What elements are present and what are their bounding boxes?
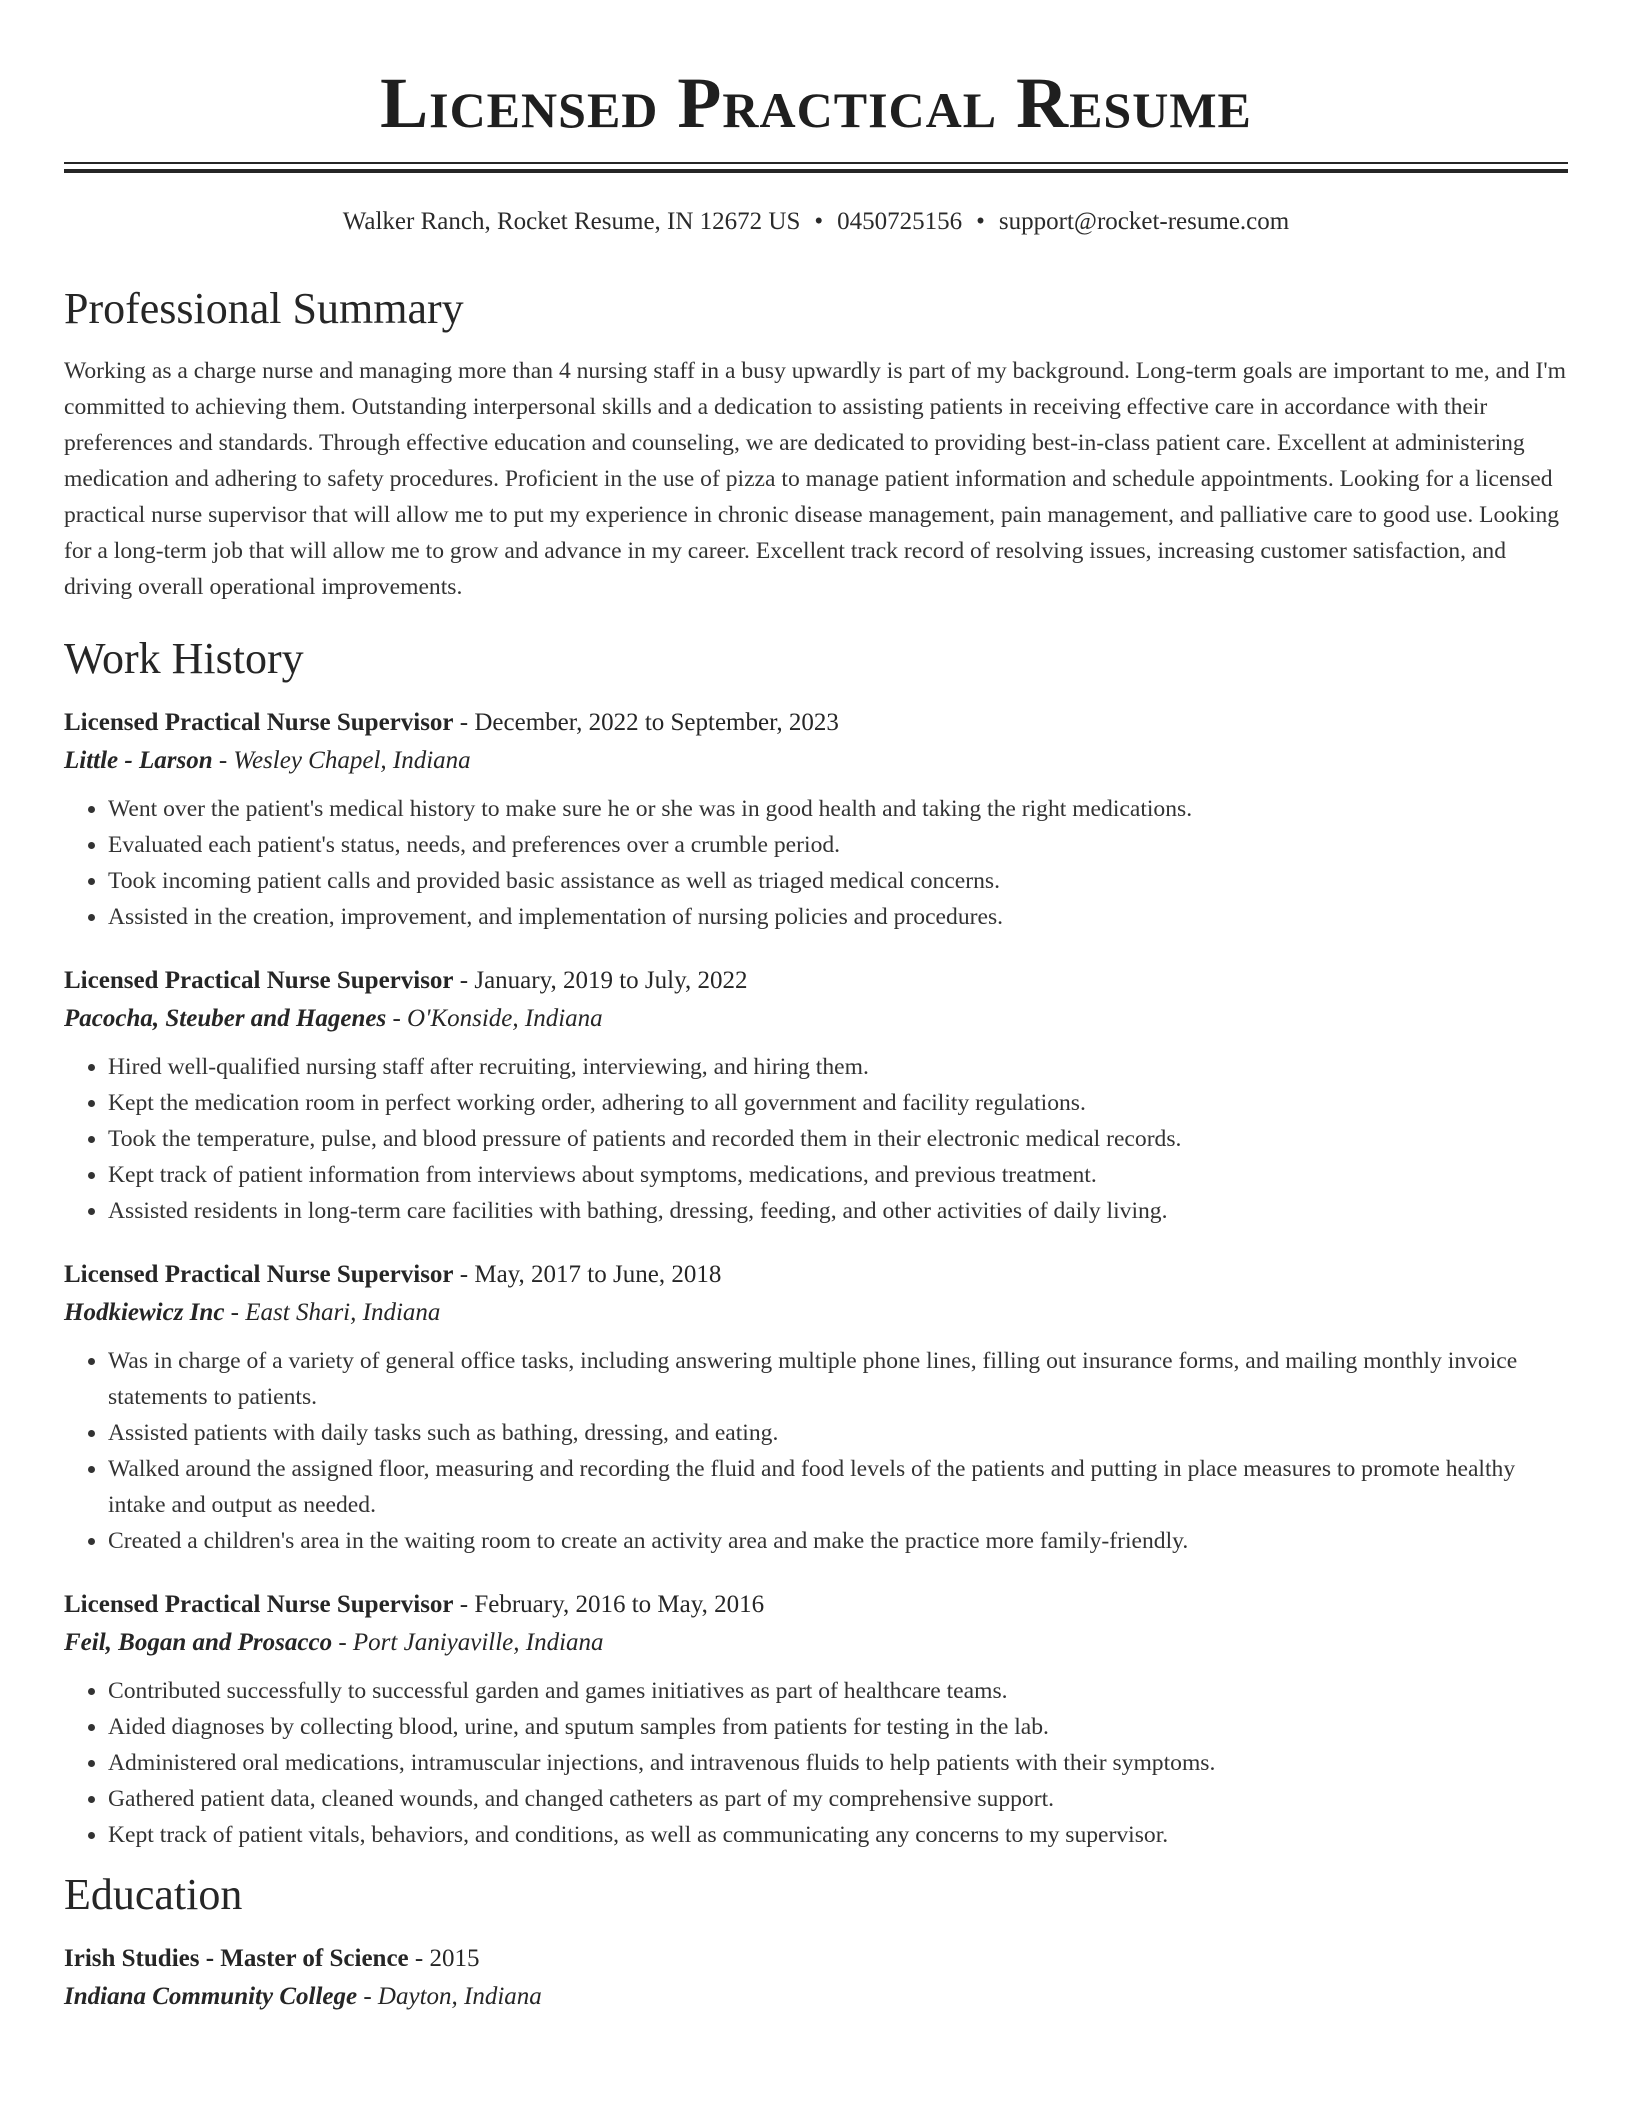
contact-line: [64, 205, 1568, 239]
resume-title: Licensed Practical Resume: [380, 63, 1252, 143]
contact-email: support@rocket-resume.com: [998, 208, 1290, 235]
list-item: • Aided diagnoses by collecting blood, urine, and sputum samples from patients for testing in the lab.: [108, 1709, 1568, 1745]
job-company-line: [64, 999, 1568, 1039]
job-title-line: [64, 1587, 1568, 1623]
job-role: Licensed Practical Nurse Supervisor: [64, 1261, 454, 1288]
education-entry: [64, 1941, 1568, 2017]
job-entry: [64, 963, 1568, 1229]
job-title-line: [64, 1257, 1568, 1293]
list-item: • Kept track of patient vitals, behaviors, and conditions, as well as communicating any concerns to my supervisor.: [108, 1817, 1568, 1853]
list-item: • Took incoming patient calls and provided basic assistance as well as triaged medical concerns.: [108, 863, 1568, 899]
job-title-line: [64, 963, 1568, 999]
contact-separator: •: [976, 208, 985, 235]
job-company: Hodkiewicz Inc: [64, 1299, 225, 1326]
job-duties-list: [64, 1049, 1568, 1229]
list-item: • Walked around the assigned floor, measuring and recording the fluid and food levels of the patients and putting in place measures to promote healthy intake and output as needed.: [108, 1451, 1568, 1523]
list-item: • Took the temperature, pulse, and blood pressure of patients and recorded them in their electronic medical records.: [108, 1121, 1568, 1157]
work-history-heading: Work History: [64, 634, 304, 683]
list-item: • Gathered patient data, cleaned wounds, and changed catheters as part of my comprehensive support.: [108, 1781, 1568, 1817]
job-location: - O'Konside, Indiana: [386, 1005, 603, 1032]
job-company: Feil, Bogan and Prosacco: [64, 1629, 333, 1656]
job-duties-list: [64, 1673, 1568, 1853]
job-dates: - February, 2016 to May, 2016: [453, 1591, 765, 1618]
job-dates: - January, 2019 to July, 2022: [453, 967, 748, 994]
job-dates: - May, 2017 to June, 2018: [453, 1261, 722, 1288]
title-double-rule: [64, 162, 1568, 173]
job-duties-list: [64, 1343, 1568, 1559]
job-role: Licensed Practical Nurse Supervisor: [64, 709, 454, 736]
contact-phone: 0450725156: [837, 208, 963, 235]
job-entry: [64, 1257, 1568, 1559]
job-dates: - December, 2022 to September, 2023: [453, 709, 839, 736]
contact-separator: •: [814, 208, 824, 235]
summary-text: Working as a charge nurse and managing more than 4 nursing staff in a busy upwardly is part of my background. Long-term goals are important to me, and I'm committed to achieving them. Outstanding interpersonal skills and a dedication to assisting patients in receiving effective care in accordance with their preferences and standards. Through effective education and counseling, we are dedicated to providing best-in-class patient care. Excellent at administering medication and adhering to safety procedures. Proficient in the use of pizza to manage patient information and schedule appointments. Looking for a licensed practical nurse supervisor that will allow me to put my experience in chronic disease management, pain management, and palliative care to good use. Looking for a long-term job that will allow me to grow and advance in my career. Excellent track record of resolving issues, increasing customer satisfaction, and driving overall operational improvements.: [64, 358, 1566, 600]
list-item: • Was in charge of a variety of general office tasks, including answering multiple phone lines, filling out insurance forms, and mailing monthly invoice statements to patients.: [108, 1343, 1568, 1415]
summary-heading: Professional Summary: [64, 284, 464, 333]
contact-address: Walker Ranch, Rocket Resume, IN 12672 US: [342, 208, 801, 235]
education-year: - 2015: [408, 1945, 480, 1972]
job-role: Licensed Practical Nurse Supervisor: [64, 1591, 454, 1618]
list-item: • Went over the patient's medical history to make sure he or she was in good health and taking the right medications.: [108, 791, 1568, 827]
list-item: • Contributed successfully to successful garden and games initiatives as part of healthcare teams.: [108, 1673, 1568, 1709]
education-school-line: [64, 1977, 1568, 2017]
job-location: - East Shari, Indiana: [224, 1299, 441, 1326]
list-item: • Created a children's area in the waiting room to create an activity area and make the practice more family-friendly.: [108, 1523, 1568, 1559]
list-item: • Hired well-qualified nursing staff after recruiting, interviewing, and hiring them.: [108, 1049, 1568, 1085]
job-company: Little - Larson: [64, 747, 213, 774]
job-company: Pacocha, Steuber and Hagenes: [64, 1005, 387, 1032]
list-item: • Kept track of patient information from interviews about symptoms, medications, and previous treatment.: [108, 1157, 1568, 1193]
job-role: Licensed Practical Nurse Supervisor: [64, 967, 454, 994]
job-title-line: [64, 705, 1568, 741]
education-degree-line: [64, 1941, 1568, 1977]
job-company-line: [64, 741, 1568, 781]
job-company-line: [64, 1623, 1568, 1663]
job-location: - Wesley Chapel, Indiana: [212, 747, 471, 774]
list-item: • Evaluated each patient's status, needs, and preferences over a crumble period.: [108, 827, 1568, 863]
job-duties-list: [64, 791, 1568, 935]
education-heading: Education: [64, 1870, 243, 1919]
education-degree: Irish Studies - Master of Science: [64, 1945, 409, 1972]
list-item: • Kept the medication room in perfect working order, adhering to all government and facility regulations.: [108, 1085, 1568, 1121]
job-company-line: [64, 1293, 1568, 1333]
education-school: Indiana Community College: [64, 1983, 358, 2010]
list-item: • Assisted in the creation, improvement, and implementation of nursing policies and procedures.: [108, 899, 1568, 935]
education-location: - Dayton, Indiana: [357, 1983, 542, 2010]
list-item: • Assisted patients with daily tasks such as bathing, dressing, and eating.: [108, 1415, 1568, 1451]
list-item: • Assisted residents in long-term care facilities with bathing, dressing, feeding, and other activities of daily living.: [108, 1193, 1568, 1229]
job-entry: [64, 705, 1568, 935]
job-location: - Port Janiyaville, Indiana: [332, 1629, 604, 1656]
list-item: • Administered oral medications, intramuscular injections, and intravenous fluids to help patients with their symptoms.: [108, 1745, 1568, 1781]
job-entry: [64, 1587, 1568, 1853]
